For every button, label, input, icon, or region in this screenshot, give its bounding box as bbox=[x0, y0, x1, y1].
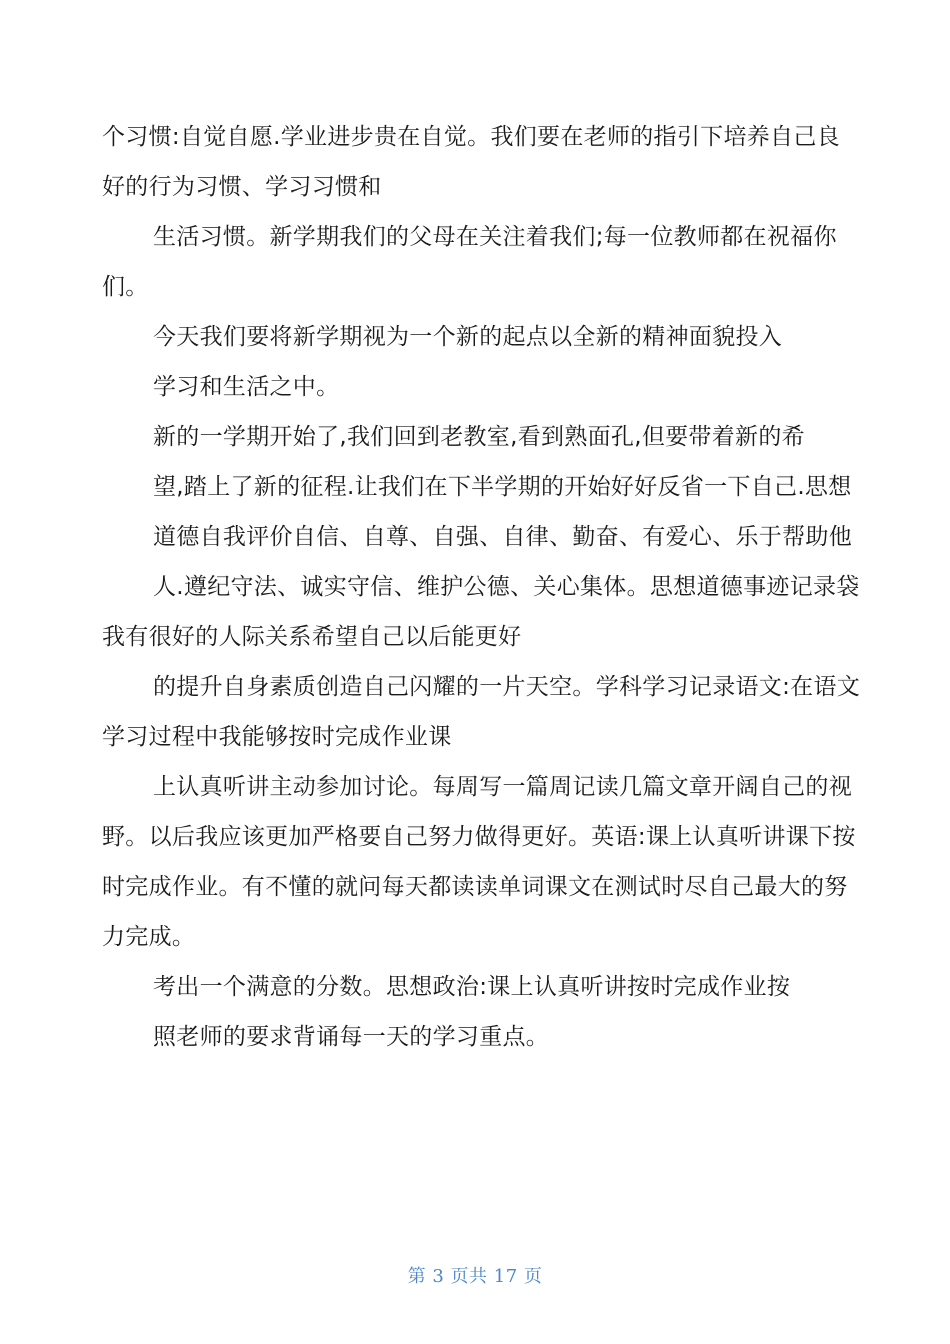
paragraph: 个习惯:自觉自愿.学业进步贵在自觉。我们要在老师的指引下培养自己良好的行为习惯、学习习惯和 bbox=[102, 124, 840, 200]
paragraph: 新的一学期开始了,我们回到老教室,看到熟面孔,但要带着新的希 bbox=[153, 424, 805, 450]
document-body bbox=[102, 112, 862, 1062]
paragraph: 上认真听讲主动参加讨论。每周写一篇周记读几篇文章开阔自己的视野。以后我应该更加严格要自己努力做得更好。英语:课上认真听讲课下按时完成作业。有不懂的就问每天都读读单词课文在测试时尽自己最大的努力完成。 bbox=[102, 774, 856, 950]
paragraph: 生活习惯。新学期我们的父母在关注着我们;每一位教师都在祝福你们。 bbox=[102, 224, 837, 300]
paragraph: 照老师的要求背诵每一天的学习重点。 bbox=[153, 1024, 550, 1050]
paragraph: 考出一个满意的分数。思想政治:课上认真听讲按时完成作业按 bbox=[153, 974, 791, 1000]
paragraph: 望,踏上了新的征程.让我们在下半学期的开始好好反省一下自己.思想 bbox=[153, 474, 852, 500]
paragraph: 今天我们要将新学期视为一个新的起点以全新的精神面貌投入 bbox=[153, 324, 783, 350]
paragraph: 学习和生活之中。 bbox=[153, 374, 340, 400]
paragraph: 人.遵纪守法、诚实守信、维护公德、关心集体。思想道德事迹记录袋我有很好的人际关系希望自己以后能更好 bbox=[102, 574, 860, 650]
paragraph: 的提升自身素质创造自己闪耀的一片天空。学科学习记录语文:在语文学习过程中我能够按时完成作业课 bbox=[102, 674, 861, 750]
paragraph: 道德自我评价自信、自尊、自强、自律、勤奋、有爱心、乐于帮助他 bbox=[153, 524, 852, 550]
page-number-footer: 第 3 页共 17 页 bbox=[407, 1266, 543, 1287]
